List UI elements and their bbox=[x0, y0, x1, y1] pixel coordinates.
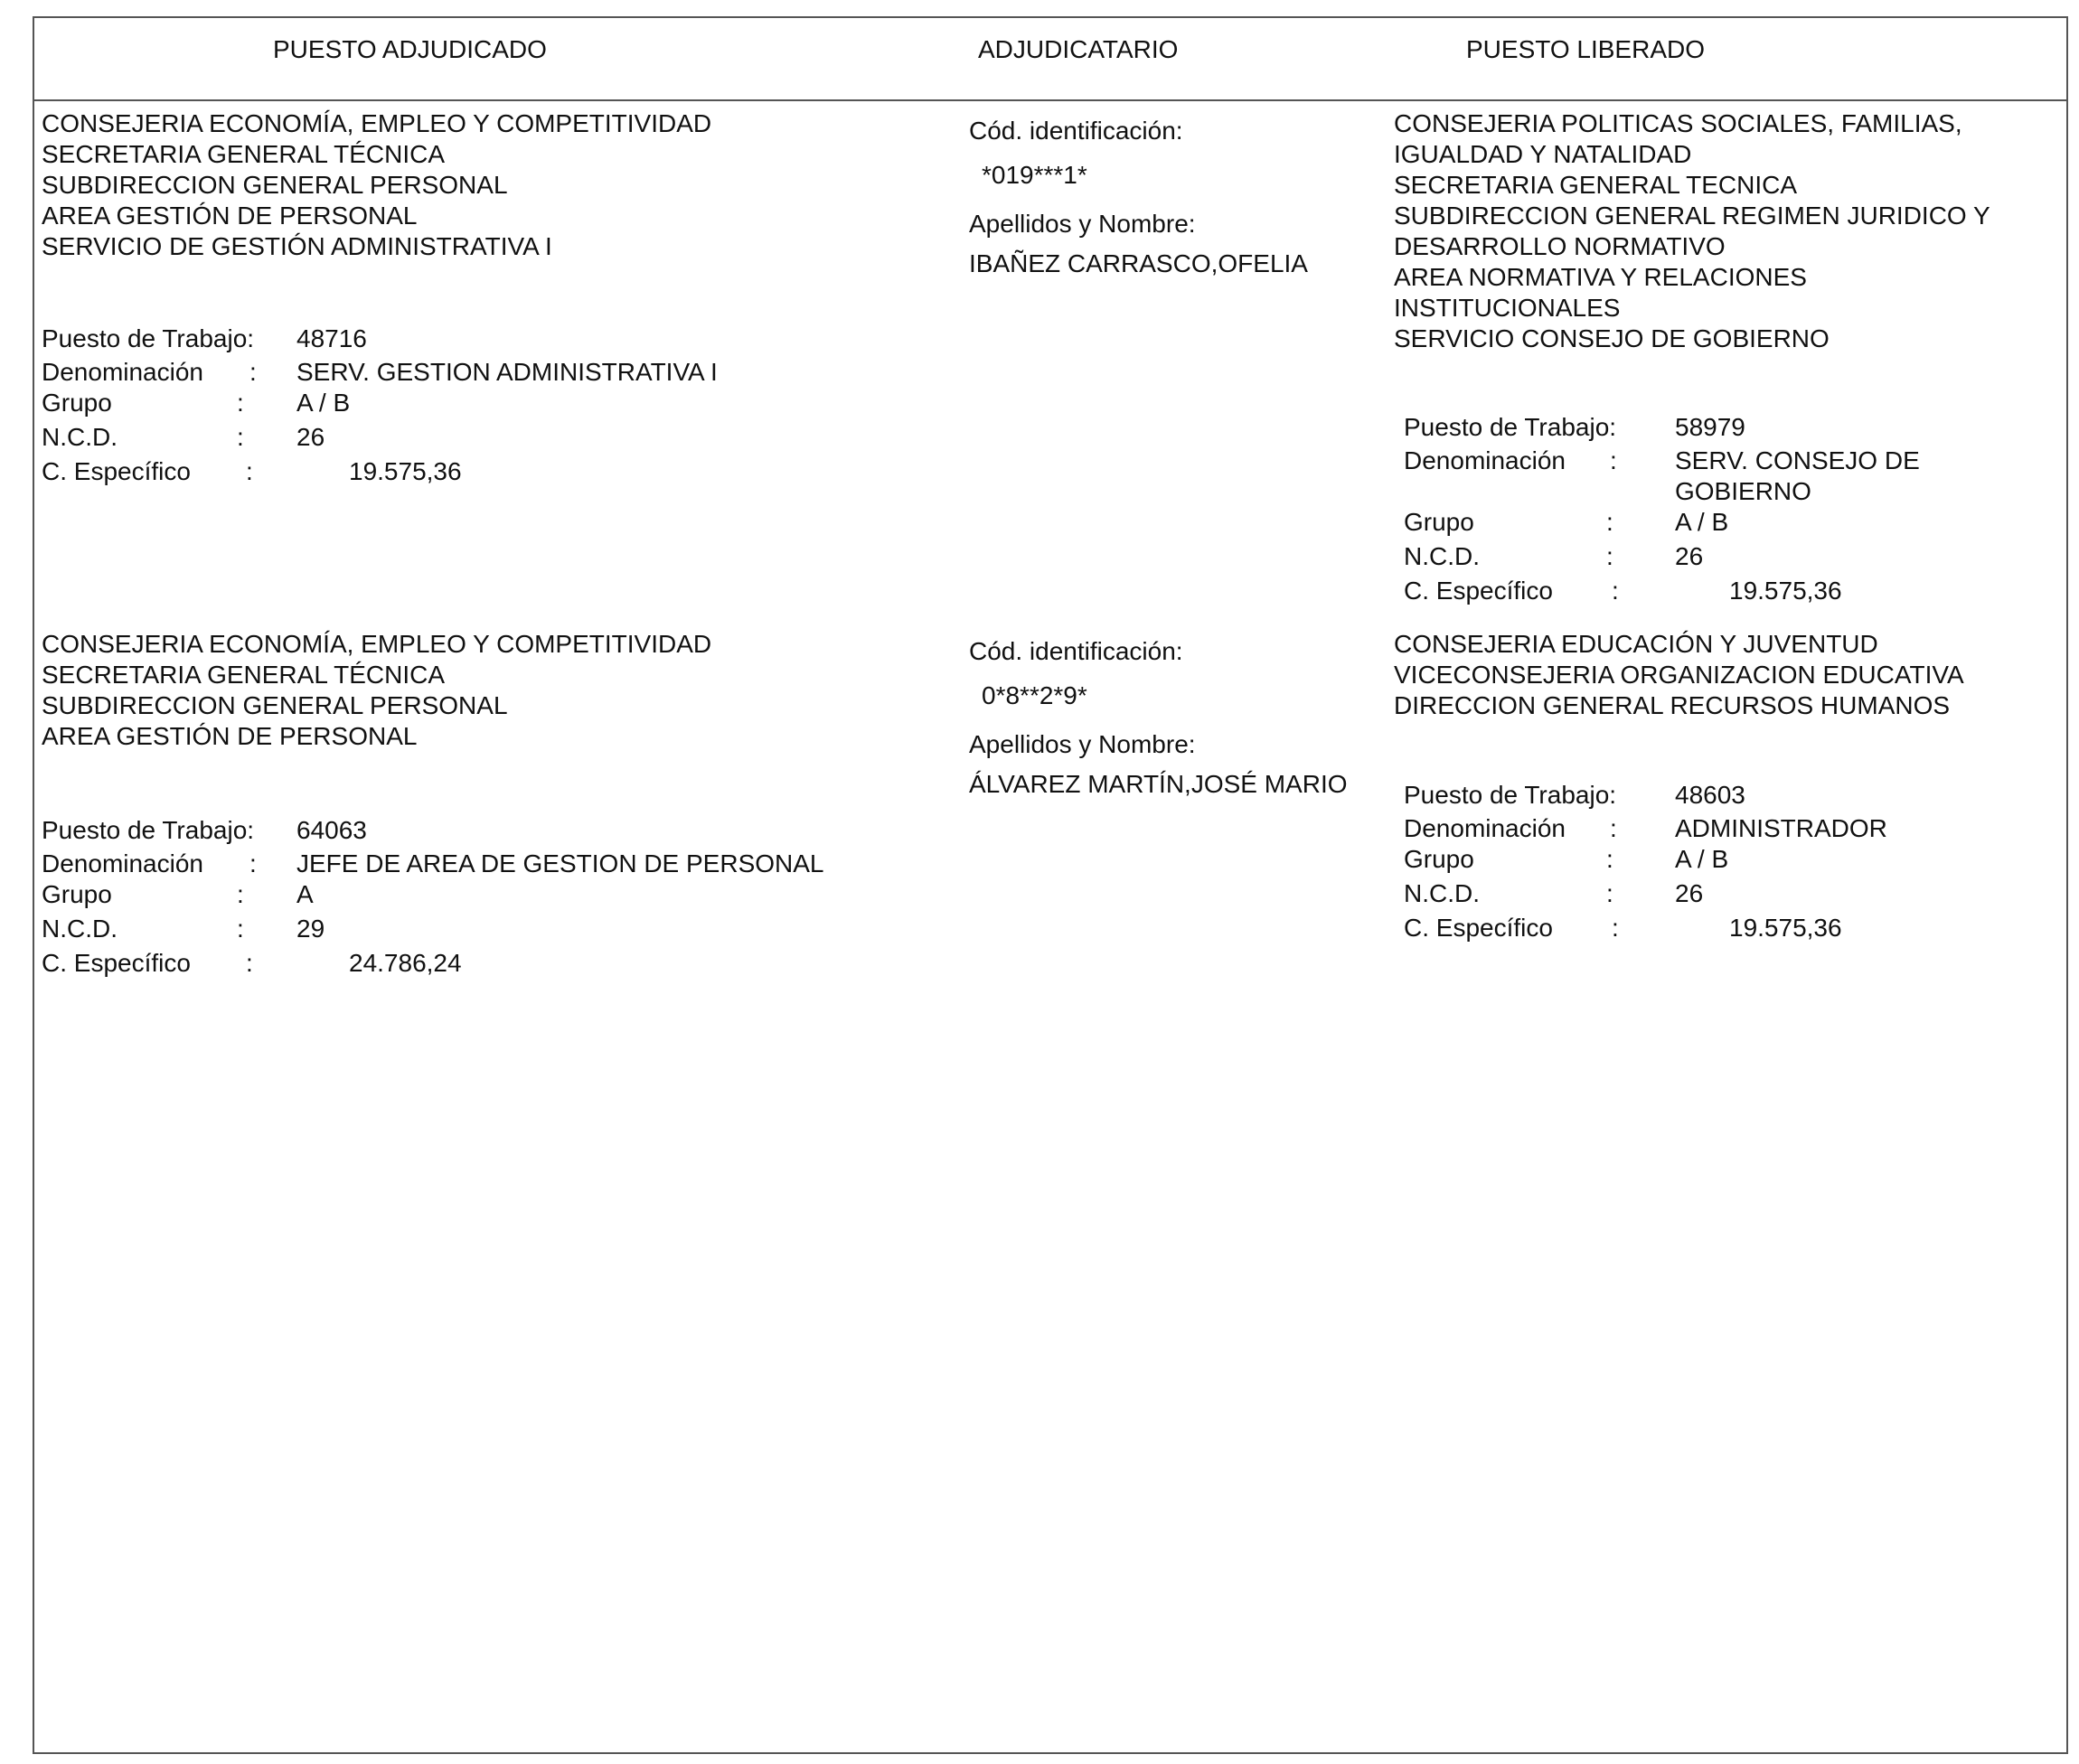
row1-adjudicatario bbox=[969, 116, 1385, 296]
value-ncd: 26 bbox=[1675, 542, 1704, 570]
label-c-especifico: C. Específico bbox=[1404, 577, 1553, 605]
org-line: CONSEJERIA ECONOMÍA, EMPLEO Y COMPETITIVIDAD bbox=[42, 630, 712, 658]
label-cod-identificacion: Cód. identificación: bbox=[969, 117, 1183, 145]
label-puesto-trabajo: Puesto de Trabajo: bbox=[1404, 781, 1617, 809]
label-denominacion: Denominación bbox=[1404, 446, 1566, 474]
label-ncd: N.C.D. bbox=[42, 915, 118, 943]
label-denominacion: Denominación bbox=[42, 358, 203, 386]
label-ncd: N.C.D. bbox=[42, 423, 118, 451]
row1-liberado-organization bbox=[1394, 108, 1990, 354]
value-apellidos-nombre: ÁLVAREZ MARTÍN,JOSÉ MARIO bbox=[969, 770, 1348, 798]
header-adjudicatario: ADJUDICATARIO bbox=[978, 35, 1179, 63]
colon: : bbox=[1610, 814, 1617, 842]
row1-liberado-fields bbox=[1404, 412, 2037, 620]
label-puesto-trabajo: Puesto de Trabajo: bbox=[1404, 413, 1617, 441]
org-line: AREA GESTIÓN DE PERSONAL bbox=[42, 722, 418, 750]
value-ncd: 29 bbox=[296, 915, 325, 943]
label-grupo: Grupo bbox=[1404, 508, 1474, 536]
header-puesto-adjudicado: PUESTO ADJUDICADO bbox=[273, 35, 547, 63]
org-line: SECRETARIA GENERAL TECNICA bbox=[1394, 171, 1798, 199]
value-grupo: A bbox=[296, 880, 314, 908]
colon: : bbox=[1612, 577, 1619, 605]
label-c-especifico: C. Específico bbox=[42, 457, 191, 485]
label-ncd: N.C.D. bbox=[1404, 879, 1480, 907]
org-line: CONSEJERIA ECONOMÍA, EMPLEO Y COMPETITIVIDAD bbox=[42, 109, 712, 137]
colon: : bbox=[246, 949, 253, 977]
value-c-especifico: 19.575,36 bbox=[1729, 577, 1842, 605]
label-ncd: N.C.D. bbox=[1404, 542, 1480, 570]
colon: : bbox=[249, 358, 257, 386]
label-puesto-trabajo: Puesto de Trabajo: bbox=[42, 324, 255, 352]
row2-liberado-fields bbox=[1404, 780, 2037, 961]
colon: : bbox=[1606, 508, 1613, 536]
org-line: VICECONSEJERIA ORGANIZACION EDUCATIVA bbox=[1394, 661, 1964, 689]
value-c-especifico: 24.786,24 bbox=[349, 949, 462, 977]
org-line: SECRETARIA GENERAL TÉCNICA bbox=[42, 661, 446, 689]
org-line: DESARROLLO NORMATIVO bbox=[1394, 232, 1726, 260]
value-ncd: 26 bbox=[1675, 879, 1704, 907]
value-c-especifico: 19.575,36 bbox=[349, 457, 462, 485]
org-line: SUBDIRECCION GENERAL PERSONAL bbox=[42, 171, 508, 199]
value-grupo: A / B bbox=[1675, 508, 1729, 536]
org-line: INSTITUCIONALES bbox=[1394, 294, 1621, 322]
colon: : bbox=[237, 915, 244, 943]
value-denominacion: SERV. GESTION ADMINISTRATIVA I bbox=[296, 358, 718, 386]
value-denominacion-line1: SERV. CONSEJO DE bbox=[1675, 446, 1920, 474]
label-grupo: Grupo bbox=[42, 389, 112, 417]
label-denominacion: Denominación bbox=[1404, 814, 1566, 842]
label-grupo: Grupo bbox=[1404, 845, 1474, 873]
value-cod-identificacion: 0*8**2*9* bbox=[982, 681, 1087, 709]
row2-adjudicatario bbox=[969, 636, 1385, 817]
org-line: DIRECCION GENERAL RECURSOS HUMANOS bbox=[1394, 691, 1951, 719]
value-denominacion-line2: GOBIERNO bbox=[1675, 477, 1811, 505]
org-line: SUBDIRECCION GENERAL REGIMEN JURIDICO Y bbox=[1394, 202, 1990, 230]
value-c-especifico: 19.575,36 bbox=[1729, 914, 1842, 942]
colon: : bbox=[237, 880, 244, 908]
colon: : bbox=[249, 849, 257, 877]
value-denominacion: ADMINISTRADOR bbox=[1675, 814, 1887, 842]
value-puesto-trabajo: 64063 bbox=[296, 816, 367, 844]
value-ncd: 26 bbox=[296, 423, 325, 451]
label-denominacion: Denominación bbox=[42, 849, 203, 877]
label-apellidos-nombre: Apellidos y Nombre: bbox=[969, 730, 1196, 758]
header-puesto-liberado: PUESTO LIBERADO bbox=[1466, 35, 1706, 63]
label-cod-identificacion: Cód. identificación: bbox=[969, 637, 1183, 665]
colon: : bbox=[1606, 845, 1613, 873]
org-line: CONSEJERIA EDUCACIÓN Y JUVENTUD bbox=[1394, 630, 1878, 658]
row1-adjudicado-fields bbox=[42, 324, 855, 504]
org-line: SECRETARIA GENERAL TÉCNICA bbox=[42, 140, 446, 168]
value-grupo: A / B bbox=[296, 389, 351, 417]
value-puesto-trabajo: 58979 bbox=[1675, 413, 1745, 441]
colon: : bbox=[246, 457, 253, 485]
value-cod-identificacion: *019***1* bbox=[982, 161, 1087, 189]
org-line: SUBDIRECCION GENERAL PERSONAL bbox=[42, 691, 508, 719]
org-line: SERVICIO DE GESTIÓN ADMINISTRATIVA I bbox=[42, 232, 552, 260]
label-apellidos-nombre: Apellidos y Nombre: bbox=[969, 210, 1196, 238]
row1-adjudicado-organization bbox=[42, 108, 711, 262]
colon: : bbox=[1606, 879, 1613, 907]
colon: : bbox=[237, 423, 244, 451]
colon: : bbox=[237, 389, 244, 417]
label-c-especifico: C. Específico bbox=[42, 949, 191, 977]
org-line: SERVICIO CONSEJO DE GOBIERNO bbox=[1394, 324, 1830, 352]
value-puesto-trabajo: 48603 bbox=[1675, 781, 1745, 809]
colon: : bbox=[1612, 914, 1619, 942]
header-divider bbox=[33, 99, 2068, 101]
label-puesto-trabajo: Puesto de Trabajo: bbox=[42, 816, 255, 844]
value-puesto-trabajo: 48716 bbox=[296, 324, 367, 352]
row2-adjudicado-fields bbox=[42, 815, 945, 996]
row2-adjudicado-organization bbox=[42, 629, 711, 752]
org-line: CONSEJERIA POLITICAS SOCIALES, FAMILIAS, bbox=[1394, 109, 1962, 137]
colon: : bbox=[1610, 446, 1617, 474]
label-c-especifico: C. Específico bbox=[1404, 914, 1553, 942]
org-line: AREA NORMATIVA Y RELACIONES bbox=[1394, 263, 1807, 291]
label-grupo: Grupo bbox=[42, 880, 112, 908]
row2-liberado-organization bbox=[1394, 629, 1964, 721]
colon: : bbox=[1606, 542, 1613, 570]
value-grupo: A / B bbox=[1675, 845, 1729, 873]
value-denominacion: JEFE DE AREA DE GESTION DE PERSONAL bbox=[296, 849, 824, 877]
value-apellidos-nombre: IBAÑEZ CARRASCO,OFELIA bbox=[969, 249, 1308, 277]
org-line: IGUALDAD Y NATALIDAD bbox=[1394, 140, 1692, 168]
org-line: AREA GESTIÓN DE PERSONAL bbox=[42, 202, 418, 230]
